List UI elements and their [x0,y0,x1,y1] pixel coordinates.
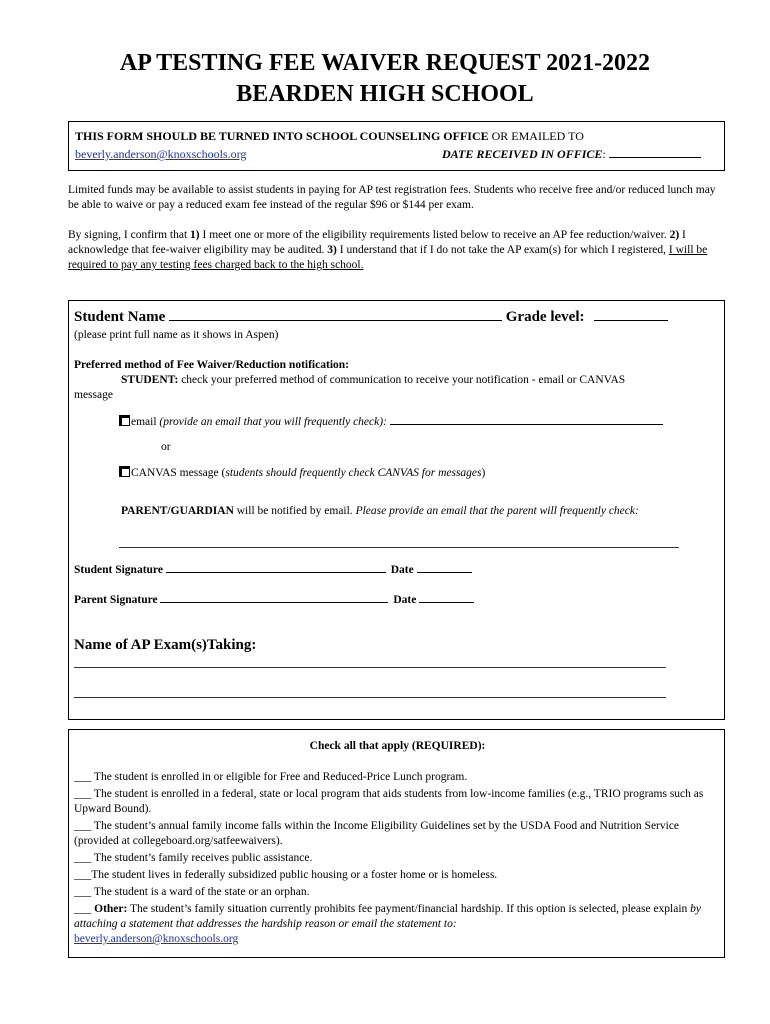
student-email-line[interactable] [390,424,663,425]
ap-exam-line-2[interactable] [74,697,666,698]
eligibility-box [68,729,725,958]
ap-exam-line-1[interactable] [74,667,666,668]
student-name-line[interactable] [169,320,502,321]
parent-method-text [121,504,639,519]
criterion-item[interactable] [74,819,714,849]
criterion-blank[interactable]: ___ [74,820,92,832]
criterion-blank[interactable]: ___ [74,788,92,800]
canvas-note-close: ) [481,467,486,479]
confirm-num-3: 3) [327,244,337,256]
criterion-item[interactable] [74,851,714,866]
parent-date-label: Date [393,594,417,606]
student-signature-row [74,563,472,578]
school-name: BEARDEN HIGH SCHOOL [236,81,534,107]
parent-label: PARENT/GUARDIAN [121,505,234,517]
student-date-line[interactable] [417,572,472,573]
parent-signature-label: Parent Signature [74,594,158,606]
confirm-num-1: 1) [190,229,200,241]
criterion-text: The student is a ward of the state or an orphan. [91,886,310,898]
preferred-method-heading: Preferred method of Fee Waiver/Reduction notification: [74,359,349,371]
criterion-blank[interactable]: ___ [74,771,92,783]
criterion-text: The student’s family receives public assistance. [91,852,313,864]
student-method-desc: check your preferred method of communication to receive your notification - email or CANVAS [178,374,626,386]
email-option-note: (provide an email that you will frequently check): [156,416,387,428]
chargeback-warning: I will be required to pay any testing fees charged back to the high school. [68,244,708,271]
submission-instructions [75,129,584,144]
parent-signature-line[interactable] [160,602,388,603]
submission-instructions-bold: THIS FORM SHOULD BE TURNED INTO SCHOOL COUNSELING OFFICE [75,129,489,143]
parent-email-line[interactable] [119,547,679,548]
student-method-text [121,373,625,388]
other-italic-text: by attaching a statement that addresses the hardship reason or email the statement to: [74,903,702,930]
criterion-item[interactable] [74,787,714,817]
criterion-blank[interactable]: ___ [74,869,92,881]
canvas-option [119,466,485,481]
date-received-label: DATE RECEIVED IN OFFICE [442,147,603,161]
student-info-box [68,300,725,720]
parent-date-line[interactable] [419,602,474,603]
email-checkbox[interactable] [119,415,130,426]
criterion-text: The student’s annual family income falls within the Income Eligibility Guidelines set by the USDA Food and Nutrition Service (provided at collegeboard.org/satfeewaivers). [74,820,680,847]
other-email-link[interactable]: beverly.anderson@knoxschools.org [74,933,239,945]
date-received-field [442,147,701,162]
confirm-text-1: I meet one or more of the eligibility requirements listed below to receive an AP fee reduction/waiver. [199,229,670,241]
grade-level-line[interactable] [594,320,668,321]
criterion-item-other[interactable] [74,902,714,947]
confirm-text-2: I acknowledge that fee-waiver eligibility may be audited. [68,229,686,256]
email-option [119,415,663,430]
eligibility-heading: Check all that apply (REQUIRED): [309,740,486,752]
date-received-colon: : [602,147,606,161]
or-text: or [161,441,171,453]
other-text: The student’s family situation currently prohibits fee payment/financial hardship. If this option is selected, please explain [127,903,691,915]
grade-level-label: Grade level: [505,309,585,325]
criterion-text: The student lives in federally subsidized public housing or a foster home or is homeless. [91,869,498,881]
criterion-text: The student is enrolled in or eligible for Free and Reduced-Price Lunch program. [91,771,468,783]
criterion-blank[interactable]: ___ [74,886,92,898]
submission-instructions-rest: OR EMAILED TO [488,129,584,143]
criterion-text: The student is enrolled in a federal, state or local program that aids students from low-income families (e.g., TRIO programs such as Upward Bound). [74,788,704,815]
ap-exam-label: Name of AP Exam(s)Taking: [74,637,257,653]
criterion-item[interactable] [74,770,714,785]
student-name-row [74,309,668,326]
confirmation-paragraph [68,228,728,273]
funding-paragraph: Limited funds may be available to assist students in paying for AP test registration fees. Students who receive free and/or reduced lunch may be able to waive or pay a reduced exam fee instead of the regular $96 or $144 per exam. [68,184,716,211]
student-date-label: Date [390,564,414,576]
parent-method-note: Please provide an email that the parent will frequently check: [355,505,639,517]
criterion-blank[interactable]: ___ [74,852,92,864]
student-signature-line[interactable] [166,572,386,573]
confirm-num-2: 2) [669,229,680,241]
date-received-line[interactable] [609,157,701,158]
form-title: AP TESTING FEE WAIVER REQUEST 2021-2022 [119,50,651,76]
criterion-blank[interactable]: ___ [74,903,92,915]
student-signature-label: Student Signature [74,564,163,576]
submission-notice-box [68,121,725,171]
confirm-text-3: I understand that if I do not take the AP exam(s) for which I registered, [336,244,669,256]
confirm-intro: By signing, I confirm that [68,229,191,241]
student-name-label: Student Name [74,309,166,325]
eligibility-list [74,770,714,947]
criterion-item[interactable] [74,868,714,883]
counselor-email-link[interactable]: beverly.anderson@knoxschools.org [75,147,247,161]
student-label: STUDENT: [121,374,179,386]
canvas-option-label: CANVAS message [131,467,219,479]
other-label: Other: [94,903,128,915]
canvas-note-open: ( [218,467,226,479]
canvas-checkbox[interactable] [119,466,130,477]
print-name-note: (please print full name as it shows in Aspen) [74,329,279,341]
criterion-item[interactable] [74,885,714,900]
parent-signature-row [74,593,474,608]
parent-method-desc: will be notified by email. [233,505,356,517]
canvas-option-note: students should frequently check CANVAS for messages [225,467,482,479]
email-option-label: email [131,416,157,428]
student-method-desc-cont: message [74,389,113,401]
